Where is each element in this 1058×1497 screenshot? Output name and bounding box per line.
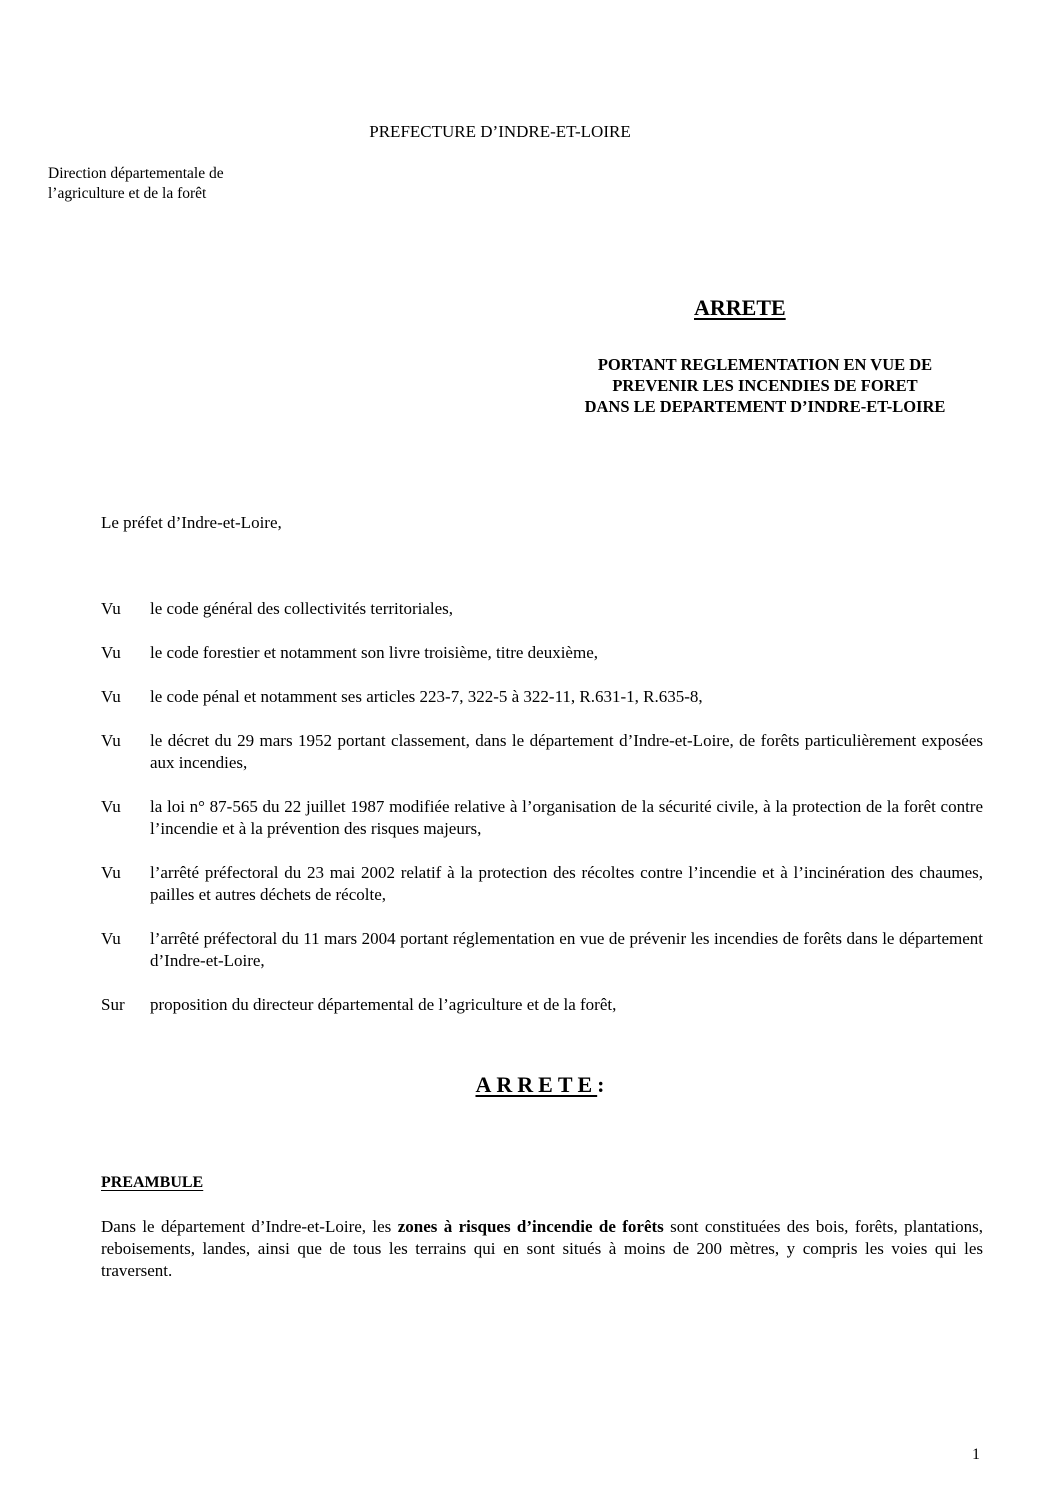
considerant-item: [101, 928, 983, 972]
direction-line-2: l’agriculture et de la forêt: [48, 185, 207, 202]
considerant-text: le code forestier et notamment son livre troisième, titre deuxième,: [150, 643, 598, 662]
issuing-direction: [48, 164, 224, 204]
considerant-item: [101, 796, 983, 840]
considerant-keyword: Vu: [101, 863, 121, 882]
page-number: 1: [972, 1446, 980, 1463]
considerant-text: la loi n° 87-565 du 22 juillet 1987 modifiée relative à l’organisation de la sécurité civile, à la protection de la forêt contre l’incendie et à la prévention des risques majeurs,: [150, 797, 983, 838]
considerant-keyword: Vu: [101, 599, 121, 618]
considerant-item: [101, 686, 983, 708]
preambule-text-end: sont constituées des bois, forêts, plantations, reboisements, landes, ainsi que de tous les terrains qui en sont situés à moins de 200 mètres, y compris les voies qui les traversent.: [101, 1217, 983, 1280]
considerant-keyword: Vu: [101, 687, 121, 706]
prefecture-heading: PREFECTURE D’INDRE-ET-LOIRE: [369, 122, 631, 141]
preambule-paragraph: [101, 1216, 983, 1282]
considerant-item: [101, 730, 983, 774]
preambule-text-start: Dans le département d’Indre-et-Loire, les: [101, 1217, 398, 1236]
considerant-keyword: Vu: [101, 731, 121, 750]
preambule-heading: PREAMBULE: [101, 1174, 204, 1191]
considerant-keyword: Vu: [101, 929, 121, 948]
document-subtitle: [520, 354, 1010, 417]
subtitle-line-2: PREVENIR LES INCENDIES DE FORET: [612, 376, 918, 395]
prefet-line: Le préfet d’Indre-et-Loire,: [101, 513, 282, 532]
considerants-list: [101, 598, 983, 1038]
considerant-text: l’arrêté préfectoral du 23 mai 2002 relatif à la protection des récoltes contre l’incendie et à l’incinération des chaumes, pailles et autres déchets de récolte,: [150, 863, 983, 904]
considerant-item: [101, 862, 983, 906]
subtitle-line-3: DANS LE DEPARTEMENT D’INDRE-ET-LOIRE: [584, 397, 946, 416]
considerant-item: [101, 642, 983, 664]
considerant-text: proposition du directeur départemental de l’agriculture et de la forêt,: [150, 995, 617, 1014]
considerant-item: [101, 994, 983, 1016]
considerant-keyword: Sur: [101, 995, 125, 1014]
considerant-text: le décret du 29 mars 1952 portant classement, dans le département d’Indre-et-Loire, de forêts particulièrement exposées aux incendies,: [150, 731, 983, 772]
document-title: ARRETE: [694, 295, 786, 320]
considerant-text: le code pénal et notamment ses articles 223-7, 322-5 à 322-11, R.631-1, R.635-8,: [150, 687, 703, 706]
considerant-keyword: Vu: [101, 643, 121, 662]
preambule-emphasis: zones à risques d’incendie de forêts: [397, 1217, 664, 1236]
direction-line-1: Direction départementale de: [48, 165, 224, 182]
decision-heading: [0, 1074, 1058, 1096]
subtitle-line-1: PORTANT REGLEMENTATION EN VUE DE: [597, 355, 933, 374]
decision-colon: :: [597, 1072, 610, 1097]
considerant-text: le code général des collectivités territoriales,: [150, 599, 454, 618]
decision-word: ARRETE: [475, 1072, 598, 1097]
considerant-item: [101, 598, 983, 620]
considerant-text: l’arrêté préfectoral du 11 mars 2004 portant réglementation en vue de prévenir les incendies de forêts dans le département d’Indre-et-Loire,: [150, 929, 983, 970]
considerant-keyword: Vu: [101, 797, 121, 816]
